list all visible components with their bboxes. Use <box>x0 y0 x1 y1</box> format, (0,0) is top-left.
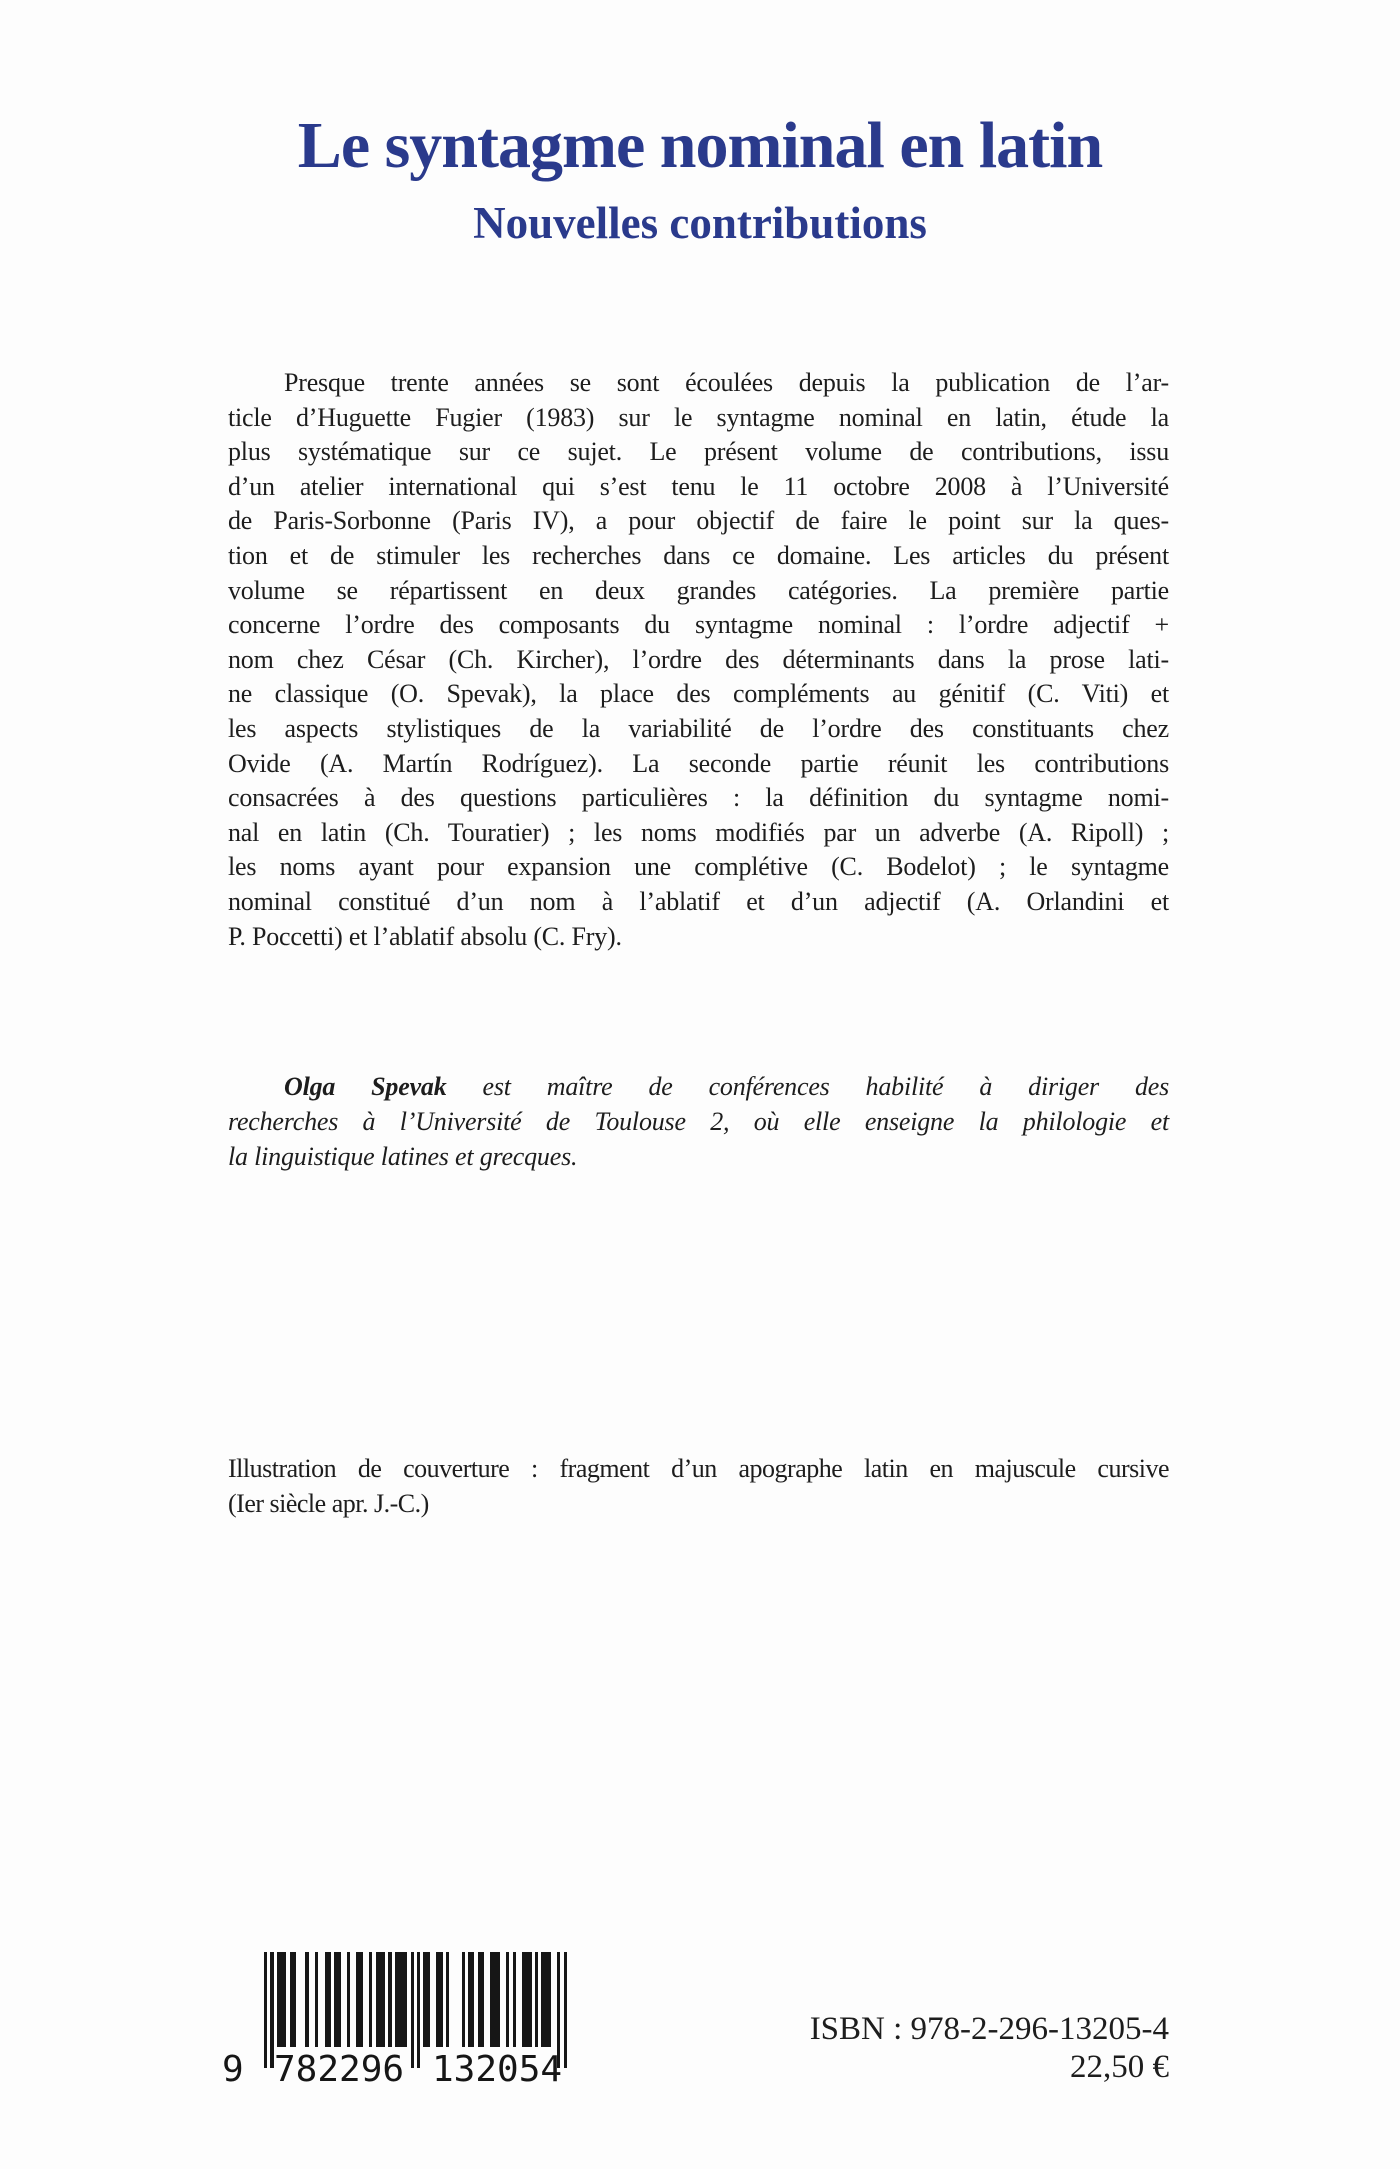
text-line: consacrées à des questions particulières : la définition du syntagme nomi- <box>228 783 1169 813</box>
text-line: d’un atelier international qui s’est tenu le 11 octobre 2008 à l’Université <box>228 471 1169 501</box>
text-line: les aspects stylistiques de la variabilité de l’ordre des constituants chez <box>228 713 1169 743</box>
book-subtitle: Nouvelles contributions <box>473 198 927 248</box>
author-bio-first-line <box>228 1069 1169 1104</box>
text-line: nom chez César (Ch. Kircher), l’ordre des déterminants dans la prose lati- <box>228 644 1169 674</box>
text-line: P. Poccetti) et l’ablatif absolu (C. Fry). <box>228 921 622 951</box>
text-line: (Ier siècle apr. J.-C.) <box>228 1489 429 1518</box>
text-line: Presque trente années se sont écoulées depuis la publication de l’ar- <box>284 368 1169 397</box>
isbn-number: ISBN : 978-2-296-13205-4 <box>809 2011 1169 2047</box>
author-bio <box>228 1069 1169 1174</box>
text-line: la linguistique latines et grecques. <box>228 1142 578 1171</box>
author-bio-lines <box>228 1104 1169 1174</box>
text-line: de Paris-Sorbonne (Paris IV), a pour objectif de faire le point sur la ques- <box>228 506 1169 536</box>
text-line: plus systématique sur ce sujet. Le présent volume de contributions, issu <box>228 437 1169 467</box>
author-name: Olga Spevak <box>284 1072 447 1101</box>
synopsis-paragraph <box>228 366 1169 954</box>
text-line: volume se répartissent en deux grandes catégories. La première partie <box>228 575 1169 605</box>
text-line: ticle d’Huguette Fugier (1983) sur le syntagme nominal en latin, étude la <box>228 402 1169 432</box>
text-line: recherches à l’Université de Toulouse 2, où elle enseigne la philologie et <box>228 1107 1169 1136</box>
text-line: Illustration de couverture : fragment d’un apographe latin en majuscule cursive <box>228 1454 1169 1483</box>
text-line: les noms ayant pour expansion une complétive (C. Bodelot) ; le syntagme <box>228 852 1169 882</box>
barcode-digits-group1: 782296 <box>274 2049 405 2090</box>
text-line: nal en latin (Ch. Touratier) ; les noms modifiés par un adverbe (A. Ripoll) ; <box>228 817 1169 847</box>
text-line: Ovide (A. Martín Rodríguez). La seconde partie réunit les contributions <box>228 748 1169 778</box>
text-line: tion et de stimuler les recherches dans ce domaine. Les articles du présent <box>228 540 1169 570</box>
author-bio-first-line-text: est maître de conférences habilité à diriger des <box>446 1072 1169 1101</box>
text-line: concerne l’ordre des composants du syntagme nominal : l’ordre adjectif + <box>228 610 1169 640</box>
book-title: Le syntagme nominal en latin <box>297 109 1103 182</box>
cover-illustration-note <box>228 1451 1169 1521</box>
barcode-digits-group2: 132054 <box>432 2049 563 2090</box>
price: 22,50 € <box>1070 2049 1169 2085</box>
isbn-price-block <box>228 2010 1169 2090</box>
text-line: ne classique (O. Spevak), la place des compléments au génitif (C. Viti) et <box>228 679 1169 709</box>
barcode-digit-lead: 9 <box>222 2049 244 2090</box>
text-line: nominal constitué d’un nom à l’ablatif et d’un adjectif (A. Orlandini et <box>228 886 1169 916</box>
